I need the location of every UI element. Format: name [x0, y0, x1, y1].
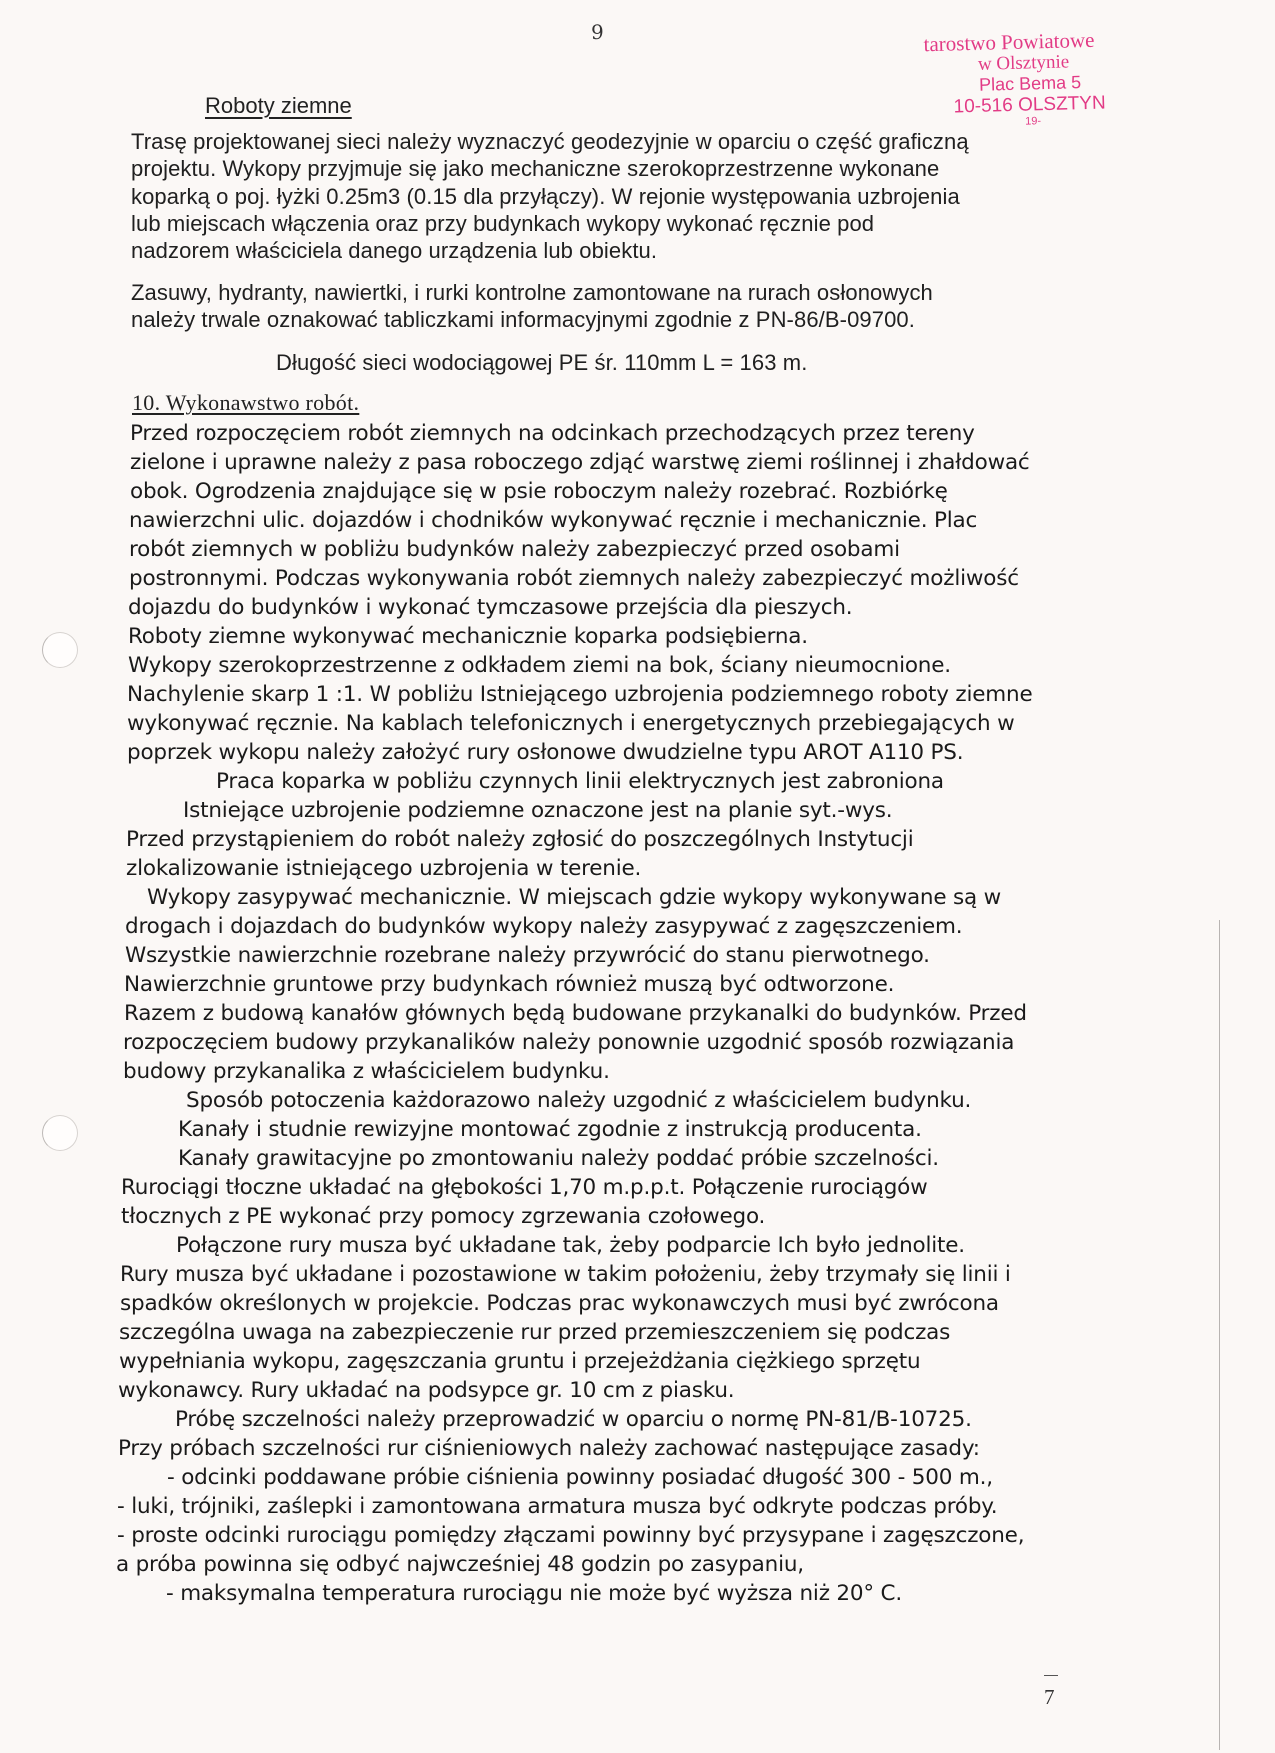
intro-line: należy trwale oznakować tabliczkami informacyjnymi zgodnie z PN-86/B-09700.	[131, 307, 915, 332]
page-number-mark	[1044, 1675, 1058, 1676]
page-number: 7	[1044, 1685, 1055, 1709]
scan-edge-line	[1219, 920, 1220, 1750]
body-list-item: - odcinki poddawane próbie ciśnienia powinny posiadać długość 300 - 500 m.,	[167, 1465, 993, 1490]
intro-line: Trasę projektowanej sieci należy wyznaczyć geodezyjnie w oparciu o część graficzną	[131, 129, 969, 154]
body-line: Kanały grawitacyjne po zmontowaniu należy poddać próbie szczelności.	[178, 1146, 939, 1171]
body-line: wykonawcy. Rury układać na podsypce gr. 10 cm z piasku.	[118, 1378, 735, 1403]
body-list-item: - proste odcinki rurociągu pomiędzy złączami powinny być przysypane i zagęszczone,	[117, 1523, 1025, 1548]
body-line: Wykopy szerokoprzestrzenne z odkładem ziemi na bok, ściany nieumocnione.	[128, 653, 951, 678]
body-list-item: - maksymalna temperatura rurociągu nie może być wyższa niż 20° C.	[166, 1581, 903, 1606]
stamp-line-5: 19-	[1024, 115, 1042, 128]
body-line: nawierzchni ulic. dojazdów i chodników wykonywać ręcznie i mechanicznie. Plac	[129, 508, 978, 533]
body-line: Rury musza być układane i pozostawione w takim położeniu, żeby trzymały się linii i	[120, 1262, 1011, 1287]
stamp-line-4: 10-516 OLSZTYN	[953, 92, 1106, 118]
body-line: wypełniania wykopu, zagęszczania gruntu i przejeżdżania ciężkiego sprzętu	[119, 1349, 921, 1374]
body-line: rozpoczęciem budowy przykanalików należy ponownie uzgodnić sposób rozwiązania	[123, 1030, 1015, 1055]
stamp-line-3: Plac Bema 5	[978, 72, 1082, 95]
body-line: a próba powinna się odbyć najwcześniej 48 godzin po zasypaniu,	[116, 1552, 804, 1577]
network-length-line: Długość sieci wodociągowej PE śr. 110mm L = 163 m.	[276, 350, 808, 375]
stamp-line-1: tarostwo Powiatowe	[923, 27, 1095, 57]
body-line: Nawierzchnie gruntowe przy budynkach również muszą być odtworzone.	[124, 972, 895, 997]
body-line: postronnymi. Podczas wykonywania robót ziemnych należy zabezpieczyć możliwość	[129, 566, 1019, 591]
punch-hole-bottom	[42, 1115, 78, 1151]
intro-line: nadzorem właściciela danego urządzenia lub obiektu.	[131, 238, 658, 263]
body-line: Przed rozpoczęciem robót ziemnych na odcinkach przechodzących przez tereny	[130, 421, 975, 446]
body-line: Rurociągi tłoczne układać na głębokości 1,70 m.p.p.t. Połączenie rurociągów	[121, 1175, 928, 1200]
body-line: Sposób potoczenia każdorazowo należy uzgodnić z właścicielem budynku.	[186, 1088, 972, 1113]
body-line: Roboty ziemne wykonywać mechanicznie koparka podsiębierna.	[128, 624, 808, 649]
body-line: wykonywać ręcznie. Na kablach telefonicznych i energetycznych przebiegających w	[127, 711, 1015, 736]
body-line: szczególna uwaga na zabezpieczenie rur przed przemieszczeniem się podczas	[119, 1320, 951, 1345]
body-line: Wszystkie nawierzchnie rozebrane należy przywrócić do stanu pierwotnego.	[125, 943, 930, 968]
body-line: drogach i dojazdach do budynków wykopy należy zasypywać z zagęszczeniem.	[125, 914, 963, 939]
body-line: poprzek wykopu należy założyć rury osłonowe dwudzielne typu AROT A110 PS.	[127, 740, 964, 765]
body-list-item: - luki, trójniki, zaślepki i zamontowana armatura musza być odkryte podczas próby.	[117, 1494, 998, 1519]
body-line: Przed przystąpieniem do robót należy zgłosić do poszczególnych Instytucji	[126, 827, 914, 852]
body-line: Razem z budową kanałów głównych będą budowane przykanalki do budynków. Przed	[124, 1001, 1027, 1026]
body-line: Połączone rury musza być układane tak, żeby podparcie Ich było jednolite.	[176, 1233, 965, 1258]
punch-hole-top	[42, 632, 78, 668]
stamp-line-2: w Olsztynie	[977, 51, 1070, 75]
intro-line: lub miejscach włączenia oraz przy budynkach wykopy wykonać ręcznie pod	[131, 211, 875, 236]
body-line: Próbę szczelności należy przeprowadzić w oparciu o normę PN-81/B-10725.	[175, 1407, 972, 1432]
body-line: Nachylenie skarp 1 :1. W pobliżu Istniejącego uzbrojenia podziemnego roboty ziemne	[127, 682, 1033, 707]
intro-line: koparką o poj. łyżki 0.25m3 (0.15 dla przyłączy). W rejonie występowania uzbrojenia	[131, 184, 960, 209]
body-line: zielone i uprawne należy z pasa roboczego zdjąć warstwę ziemi roślinnej i zhałdować	[130, 450, 1030, 475]
body-line: Kanały i studnie rewizyjne montować zgodnie z instrukcją producenta.	[178, 1117, 922, 1142]
body-line: zlokalizowanie istniejącego uzbrojenia w terenie.	[126, 856, 642, 881]
body-line: tłocznych z PE wykonać przy pomocy zgrzewania czołowego.	[121, 1204, 766, 1229]
body-line: budowy przykanalika z właścicielem budynku.	[123, 1059, 610, 1084]
intro-line: projektu. Wykopy przyjmuje się jako mechaniczne szerokoprzestrzenne wykonane	[131, 156, 940, 181]
body-line: robót ziemnych w pobliżu budynków należy zabezpieczyć przed osobami	[129, 537, 900, 562]
handwritten-page-number: 9	[591, 20, 604, 44]
body-line: Istniejące uzbrojenie podziemne oznaczone jest na planie syt.-wys.	[183, 798, 893, 823]
heading-roboty-ziemne: Roboty ziemne	[205, 93, 352, 118]
body-line: Wykopy zasypywać mechanicznie. W miejscach gdzie wykopy wykonywane są w	[147, 885, 1002, 910]
body-line: spadków określonych w projekcie. Podczas prac wykonawczych musi być zwrócona	[120, 1291, 999, 1316]
intro-line: Zasuwy, hydranty, nawiertki, i rurki kontrolne zamontowane na rurach osłonowych	[131, 280, 933, 305]
body-line: Przy próbach szczelności rur ciśnieniowych należy zachować następujące zasady:	[118, 1436, 980, 1461]
body-line: obok. Ogrodzenia znajdujące się w psie roboczym należy rozebrać. Rozbiórkę	[130, 479, 948, 504]
body-line: Praca koparka w pobliżu czynnych linii elektrycznych jest zabroniona	[216, 769, 944, 794]
section-title-wykonawstwo: 10. Wykonawstwo robót.	[132, 390, 360, 415]
office-stamp	[879, 29, 1141, 132]
body-line: dojazdu do budynków i wykonać tymczasowe przejścia dla pieszych.	[128, 595, 853, 620]
